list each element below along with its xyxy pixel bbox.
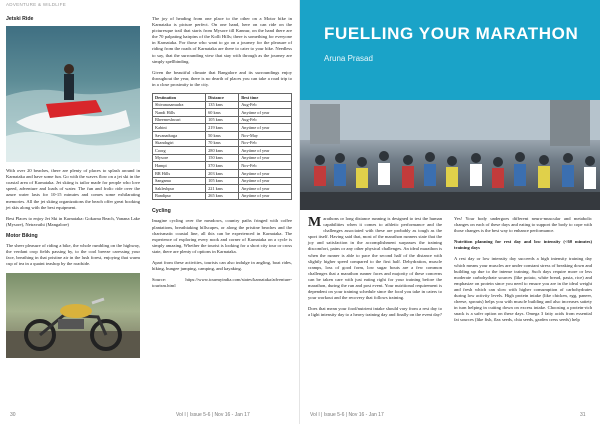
article-title: FUELLING YOUR MARATHON <box>324 24 579 43</box>
left-column-1 <box>6 16 140 358</box>
table-cell: 219 kms <box>206 124 239 132</box>
table-row <box>153 169 292 177</box>
table-row <box>153 124 292 132</box>
cycling-heading: Cycling <box>152 208 171 215</box>
marathon-crowd-photo <box>300 100 600 210</box>
roadtrip-paragraph: Given the beautiful climate that Bangalore and its surroundings enjoy throughout the year, there is no dearth of places you can take a road trip to in a close proximity to the city. <box>152 69 292 87</box>
table-cell: Shivanasamudra <box>153 101 206 109</box>
table-row <box>153 109 292 117</box>
table-cell: Anytime of year <box>239 192 292 200</box>
table-cell: Skandagiri <box>153 139 206 147</box>
table-cell: 370 kms <box>206 162 239 170</box>
table-cell: 135 kms <box>206 101 239 109</box>
table-row <box>153 154 292 162</box>
left-column-2 <box>152 16 292 294</box>
jetski-paragraph: With over 20 beaches, there are plenty of places to splash around in Karnataka and have some fun. Go with the waves flow on a jet ski in the coastal area of Karnataka. Jet skiing is tailor made for people who love speed, adventure and loads of water. The fun and frolic ride over the azure water lasts for 10-15 minutes and comes some exhilarating memories. All the jet skiing organizations the beach offer great booking jet skis along with the best equipment. <box>6 168 140 210</box>
table-cell: 105 kms <box>206 177 239 185</box>
table-cell: Nov-May <box>239 132 292 140</box>
table-header: Destination <box>153 94 206 102</box>
destination-table <box>152 93 292 200</box>
table-row <box>153 139 292 147</box>
table-cell: Mysore <box>153 154 206 162</box>
table-cell: Anytime of year <box>239 177 292 185</box>
table-cell: Bheemeshwari <box>153 116 206 124</box>
table-cell: 105 kms <box>206 116 239 124</box>
cycling-paragraph: Imagine cycling over the meadows, country paths fringed with coffee plantations, breathtaking hillscapes, or along the pristine beaches and the charismatic coastal line, all this can be experienced in Karnataka. The experience of exploring every nook and corner of Karnataka on a cycle is simply amazing. Whether the tourist is looking for a short city tour or cross state, there are plenty of options in Karnataka. <box>152 218 292 254</box>
drop-cap: M <box>308 215 322 230</box>
table-cell: Nov-Feb <box>239 162 292 170</box>
table-row <box>153 101 292 109</box>
table-header: Best time <box>239 94 292 102</box>
table-cell: Nov-Feb <box>239 139 292 147</box>
table-row <box>153 162 292 170</box>
biking-paragraph: The sheer pleasure of riding a bike, the whole rumbling on the highway, the verdant crop fields passing by, to the cool breeze caressing your face, breathing in that pristine air in the lush forest, enjoying that warm cup of tea in a quaint teashop by the roadside. <box>6 243 140 267</box>
activities-paragraph: Apart from these activities, tourists can also indulge in angling, boat rides, hiking, bungee jumping, camping, and kayaking. <box>152 260 292 272</box>
table-cell: Sangama <box>153 177 206 185</box>
section-label: ADVENTURE & WILDLIFE <box>6 2 67 7</box>
table-cell: 280 kms <box>206 147 239 155</box>
table-cell: 70 kms <box>206 139 239 147</box>
table-row <box>153 177 292 185</box>
table-cell: 265 kms <box>206 192 239 200</box>
table-row <box>153 192 292 200</box>
table-cell: Aug-Feb <box>239 101 292 109</box>
table-row <box>153 116 292 124</box>
biking-paragraph-2: The joy of heading from one place to the other on a Motor bike in Karnataka is picture perfect. On one hand, here on can ride on the picturesque trail that starts from Mysore till Kannur, on the hand there are the 70 palpating hairpins of the Kolli Hills; there is something for everyone in Karnataka. For those who want to go on a journey for the pleasure of riding from the roads of Karnataka are there to cater to your bike. Needless to say, that the surrounding view that stay with through as the journey are simply spellbinding. <box>152 16 292 64</box>
question-paragraph: Does that mean your food/nutrient intake should vary from a rest day to a light intensity day to a heavy training day and finally on the event day? <box>308 306 442 318</box>
right-page <box>300 0 600 424</box>
table-cell: Kabini <box>153 124 206 132</box>
table-cell: Aug-Feb <box>239 116 292 124</box>
table-header: Distance <box>206 94 239 102</box>
table-cell: Anytime of year <box>239 169 292 177</box>
table-cell: Anytime of year <box>239 109 292 117</box>
intro-paragraph: arathons or long distance running is designed to test the human capabilities when it comes to athletic performance and the challenges associated with these are probably as tough as the sport itself. Having said that, most of the marathon runners state that the joy and satisfaction in the accomplishment surpasses the training discomfort, pains or any other physical challenges. An ideal marathon is when the runner is able to pace the second half of the distance with slightly higher speed compared to the first half. Dehydration, muscle cramps, loss of good form, low sugar bouts are a few common challenges that a marathon runner faces and majority of these concerns can be taken care with just eating right for your training before the marathon, during the run and post event. Your nutritional requirement is dependent on your training schedule since the food you take in caters to your workout and the recovery that follows training. <box>308 216 442 301</box>
jetski-photo <box>6 26 140 162</box>
title-banner <box>300 0 600 100</box>
table-cell: Anytime of year <box>239 124 292 132</box>
table-cell: 221 kms <box>206 185 239 193</box>
table-cell: Anytime of year <box>239 147 292 155</box>
right-issue-info: Vol I | Issue 5-6 | Nov 16 - Jan 17 <box>310 412 384 418</box>
table-row <box>153 132 292 140</box>
table-cell: Nandi Hills <box>153 109 206 117</box>
left-page-number: 30 <box>10 412 16 418</box>
answer-paragraph: Yes! Your body undergoes different neuro-muscular and metabolic changes on each of these days and eating to support the body to cope with those changes is the best way to enhance performance. <box>454 216 592 234</box>
motorbike-photo <box>6 273 140 358</box>
table-cell: 60 kms <box>206 109 239 117</box>
table-cell: 203 kms <box>206 169 239 177</box>
table-cell: Hampi <box>153 162 206 170</box>
table-cell: Savanadurga <box>153 132 206 140</box>
table-cell: Sakleshpur <box>153 185 206 193</box>
table-header-row <box>153 94 292 102</box>
table-cell: Anytime of year <box>239 185 292 193</box>
biking-heading: Motor Biking <box>6 232 38 239</box>
table-cell: 50 kms <box>206 132 239 140</box>
table-cell: Bandipur <box>153 192 206 200</box>
right-column-2 <box>454 216 592 329</box>
nutrition-paragraph: A rest day or low intensity day succeeds a high intensity training day which means your muscles are under constant stress of breaking down and building up due to the intense training. Such days require more or less moderate carbohydrate sources (like potato, white bread, pasta, rice) and emphasize on protein since you need to ensure you are in the ideal weight and fresh which can slow with higher consumption of carbohydrates during low activity levels. High protein intake (like chicken, egg, paneer, cheese, sprouts) helps you with muscle building and also increases satiety in turn helping in cutting down on excess intake. Choosing a protein-rich snack is a safer option on these days. Omega 3 fatty acids from essential fat sources (like fish, flax seeds, chia seeds, garden cress seeds) help <box>454 256 592 323</box>
table-row <box>153 185 292 193</box>
subheading-nutrition: Nutrition planning for rest day and low intensity (<60 minutes) training days <box>454 239 592 251</box>
table-cell: BR Hills <box>153 169 206 177</box>
table-row <box>153 147 292 155</box>
table-cell: Coorg <box>153 147 206 155</box>
article-author: Aruna Prasad <box>324 54 373 63</box>
source-citation: Source: https://www.tourmyindia.com/states/karnataka/adventure-tourism.html <box>152 277 292 289</box>
right-column-1 <box>308 216 442 324</box>
table-cell: 150 kms <box>206 154 239 162</box>
jetski-places: Best Places to enjoy Jet Ski in Karnataka: Gokarna Beach, Vanana Lake (Mysore), Netravathi (Mangalore) <box>6 215 140 227</box>
jetski-heading: Jetski Ride <box>6 16 34 22</box>
table-cell: Anytime of year <box>239 154 292 162</box>
right-page-number: 31 <box>580 412 586 418</box>
left-issue-info: Vol I | Issue 5-6 | Nov 16 - Jan 17 <box>176 412 250 418</box>
